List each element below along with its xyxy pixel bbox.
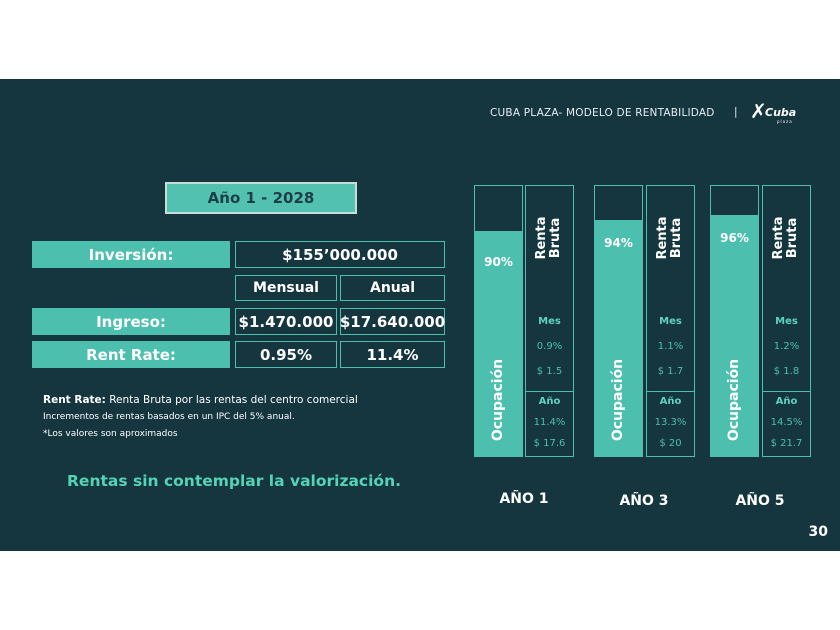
year-label: AÑO 3 xyxy=(619,493,669,509)
renta-bruta-label xyxy=(656,203,684,273)
approx-note: *Los valores son aproximados xyxy=(43,429,178,439)
mes-label: Mes xyxy=(775,316,798,327)
rentas-note: Rentas sin contemplar la valorización. xyxy=(67,472,401,490)
renta-label: Renta xyxy=(771,216,786,260)
rent-rate-mensual: 0.95% xyxy=(235,341,337,368)
renta-bruta-label xyxy=(535,203,563,273)
ano-percent: 14.5% xyxy=(770,417,803,428)
occupancy-percent: 90% xyxy=(484,255,513,269)
ocupacion-label: Ocupación xyxy=(726,358,742,442)
inversion-value: $155’000.000 xyxy=(235,241,445,268)
col-header-anual: Anual xyxy=(340,275,445,301)
year-label: AÑO 1 xyxy=(499,491,549,507)
slide xyxy=(0,79,840,551)
rent-rate-anual: 11.4% xyxy=(340,341,445,368)
renta-bruta-label xyxy=(772,203,800,273)
renta-bruta-monthly-section xyxy=(647,186,694,392)
ano-value: $ 21.7 xyxy=(770,438,803,449)
ocupacion-label: Ocupación xyxy=(610,358,626,442)
renta-label: Renta xyxy=(655,216,670,260)
logo-sub: plaza xyxy=(777,119,793,124)
bruta-label: Bruta xyxy=(785,217,800,259)
logo-figure-icon: ✗ xyxy=(750,99,767,123)
renta-bruta-column xyxy=(646,185,695,457)
mes-value: $ 1.5 xyxy=(536,366,563,377)
ano-label: Año xyxy=(659,396,682,407)
mes-percent: 1.1% xyxy=(657,341,684,352)
renta-bruta-monthly-section xyxy=(526,186,573,392)
mes-value: $ 1.7 xyxy=(657,366,684,377)
cuba-plaza-logo xyxy=(750,101,810,125)
occupancy-percent: 96% xyxy=(720,231,749,245)
mes-percent: 0.9% xyxy=(536,341,563,352)
renta-bruta-column xyxy=(762,185,811,457)
renta-bruta-annual-section xyxy=(526,391,573,456)
rent-rate-label: Rent Rate: xyxy=(32,341,230,368)
mes-value: $ 1.8 xyxy=(773,366,800,377)
ano-label: Año xyxy=(538,396,561,407)
col-header-mensual: Mensual xyxy=(235,275,337,301)
ano-percent: 13.3% xyxy=(654,417,687,428)
occupancy-column xyxy=(474,185,523,457)
year-label: AÑO 5 xyxy=(735,493,785,509)
year-title: Año 1 - 2028 xyxy=(165,182,357,214)
ano-label: Año xyxy=(775,396,798,407)
renta-bruta-column xyxy=(525,185,574,457)
mes-label: Mes xyxy=(659,316,682,327)
logo-word: Cuba xyxy=(765,106,797,119)
renta-bruta-monthly-section xyxy=(763,186,810,392)
ingreso-anual: $17.640.000 xyxy=(340,308,445,335)
page-number: 30 xyxy=(808,524,828,540)
slide-header xyxy=(490,106,738,119)
renta-label: Renta xyxy=(534,216,549,260)
mes-label: Mes xyxy=(538,316,561,327)
rent-rate-note-label: Rent Rate: xyxy=(43,394,106,406)
ano-value: $ 20 xyxy=(659,438,682,449)
ano-percent: 11.4% xyxy=(533,417,566,428)
occupancy-column xyxy=(594,185,643,457)
inversion-label: Inversión: xyxy=(32,241,230,268)
renta-bruta-annual-section xyxy=(763,391,810,456)
occupancy-percent: 94% xyxy=(604,236,633,250)
bruta-label: Bruta xyxy=(669,217,684,259)
ingreso-mensual: $1.470.000 xyxy=(235,308,337,335)
ingreso-label: Ingreso: xyxy=(32,308,230,335)
ocupacion-label: Ocupación xyxy=(490,358,506,442)
rent-rate-note xyxy=(43,394,358,406)
header-title: CUBA PLAZA- MODELO DE RENTABILIDAD xyxy=(490,107,715,119)
renta-bruta-annual-section xyxy=(647,391,694,456)
bruta-label: Bruta xyxy=(548,217,563,259)
header-separator: | xyxy=(734,106,738,118)
mes-percent: 1.2% xyxy=(773,341,800,352)
increments-note: Incrementos de rentas basados en un IPC del 5% anual. xyxy=(43,412,295,422)
rent-rate-note-text: Renta Bruta por las rentas del centro comercial xyxy=(105,394,358,406)
ano-value: $ 17.6 xyxy=(533,438,566,449)
occupancy-column xyxy=(710,185,759,457)
